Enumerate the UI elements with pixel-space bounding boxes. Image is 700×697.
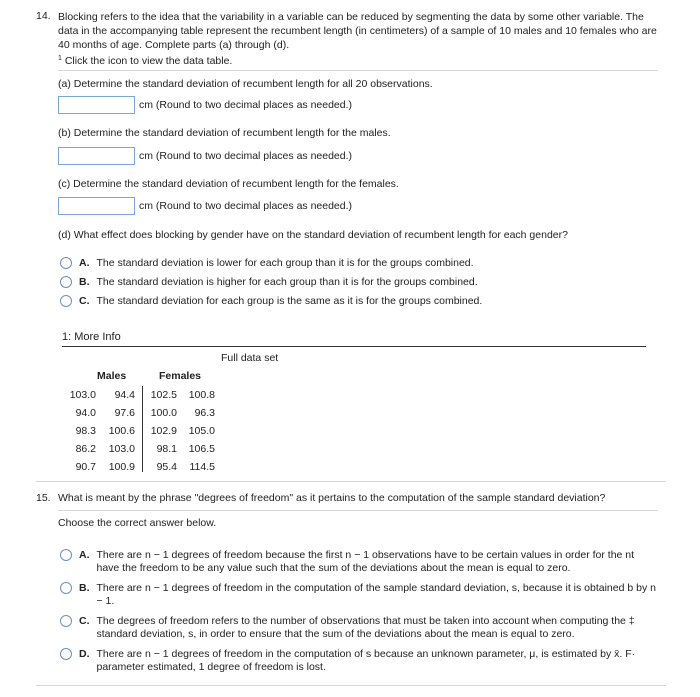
- part-c-prompt: (c) Determine the standard deviation of recumbent length for the females.: [58, 178, 399, 190]
- females-header: Females: [159, 370, 202, 382]
- part-b-prompt: (b) Determine the standard deviation of recumbent length for the males.: [58, 127, 391, 139]
- part-a-hint: cm (Round to two decimal places as needed.): [139, 99, 353, 111]
- option-text: The standard deviation for each group is the same as it is for the groups combined.: [96, 295, 483, 307]
- table-cell: 94.0: [75, 407, 96, 419]
- part-a-answer-row: [58, 96, 352, 114]
- radio-button[interactable]: [60, 276, 72, 288]
- radio-button[interactable]: [60, 295, 72, 307]
- table-cell: 103.0: [69, 389, 96, 401]
- radio-button[interactable]: [60, 257, 72, 269]
- part-d-option-a[interactable]: [60, 257, 474, 270]
- part-c-hint: cm (Round to two decimal places as needed.): [139, 200, 353, 212]
- part-d-option-c[interactable]: [60, 295, 482, 308]
- table-cell: 96.3: [194, 407, 215, 419]
- question-text: Blocking refers to the idea that the variability in a variable can be reduced by segmenting the data by some other variable. The data in the accompanying table represent the recumbent length (in centimeters) of a sample of 10 males and 10 females who are 40 months of age. Complete parts (a) through (d).: [58, 11, 657, 51]
- table-cell: 102.9: [150, 425, 177, 437]
- more-info-title: 1: More Info: [62, 331, 121, 343]
- option-letter: C.: [79, 295, 90, 307]
- radio-button[interactable]: [60, 549, 72, 561]
- table-cell: 102.5: [150, 389, 177, 401]
- question-instruction: Choose the correct answer below.: [58, 517, 217, 529]
- table-cell: 95.4: [156, 461, 177, 473]
- table-cell: 105.0: [188, 425, 215, 437]
- more-info-divider: [62, 346, 646, 347]
- option-text: The standard deviation is lower for each group than it is for the groups combined.: [96, 257, 474, 269]
- data-table-subtitle: Full data set: [221, 352, 279, 364]
- table-cell: 100.6: [108, 425, 135, 437]
- table-cell: 114.5: [189, 461, 215, 473]
- part-c-answer-row: [58, 197, 352, 215]
- part-d-option-b[interactable]: [60, 276, 478, 289]
- divider: [58, 70, 658, 71]
- part-d-prompt: (d) What effect does blocking by gender have on the standard deviation of recumbent length for each gender?: [58, 229, 568, 241]
- option-letter: A.: [79, 257, 90, 269]
- divider: [58, 510, 658, 511]
- footnote-text[interactable]: Click the icon to view the data table.: [64, 55, 233, 67]
- option-letter: D.: [79, 648, 90, 660]
- radio-button[interactable]: [60, 615, 72, 627]
- table-column-divider: [142, 386, 143, 472]
- q15-option-b[interactable]: [60, 582, 660, 608]
- q15-option-d[interactable]: [60, 648, 660, 674]
- option-text: The degrees of freedom refers to the number of observations that must be taken into account when computing the ‡ standard deviation, s, in order to ensure that the sum of the deviations about the mean is equal to zero.: [96, 615, 635, 640]
- option-text: The standard deviation is higher for each group than it is for the groups combined.: [96, 276, 478, 288]
- table-cell: 100.8: [188, 389, 215, 401]
- option-letter: B.: [79, 276, 90, 288]
- q15-option-a[interactable]: [60, 549, 660, 575]
- q15-option-c[interactable]: [60, 615, 660, 641]
- question-number: 15.: [36, 492, 51, 504]
- table-cell: 98.3: [75, 425, 96, 437]
- table-cell: 100.9: [108, 461, 135, 473]
- question-text: What is meant by the phrase "degrees of freedom" as it pertains to the computation of the sample standard deviation?: [58, 492, 606, 504]
- option-text: There are n − 1 degrees of freedom because the first n − 1 observations have to be certain values in order for the nt have the freedom to be any value such that the sum of the deviations about the mean is equal to zero.: [96, 549, 635, 574]
- table-cell: 86.2: [75, 443, 96, 455]
- table-cell: 100.0: [150, 407, 177, 419]
- divider: [36, 685, 666, 686]
- part-c-answer-input[interactable]: [58, 197, 135, 215]
- option-text: There are n − 1 degrees of freedom in the computation of s because an unknown parameter, μ, is estimated by x̄. F· parameter estimated, 1 degree of freedom is lost.: [96, 648, 636, 673]
- part-b-answer-row: [58, 147, 352, 165]
- table-cell: 90.7: [75, 461, 96, 473]
- part-a-prompt: (a) Determine the standard deviation of recumbent length for all 20 observations.: [58, 78, 433, 90]
- part-b-answer-input[interactable]: [58, 147, 135, 165]
- table-cell: 98.1: [156, 443, 177, 455]
- table-cell: 94.4: [114, 389, 135, 401]
- option-letter: C.: [79, 615, 90, 627]
- table-cell: 97.6: [114, 407, 135, 419]
- radio-button[interactable]: [60, 648, 72, 660]
- question-14: [36, 10, 666, 68]
- males-header: Males: [97, 370, 127, 382]
- option-letter: A.: [79, 549, 90, 561]
- footnote-mark: 1: [58, 55, 62, 62]
- option-text: There are n − 1 degrees of freedom in the computation of the sample standard deviation, s, because it is obtained b by n − 1.: [96, 582, 656, 607]
- question-number: 14.: [36, 10, 51, 22]
- radio-button[interactable]: [60, 582, 72, 594]
- part-a-answer-input[interactable]: [58, 96, 135, 114]
- part-b-hint: cm (Round to two decimal places as needed.): [139, 150, 353, 162]
- table-cell: 103.0: [108, 443, 135, 455]
- option-letter: B.: [79, 582, 90, 594]
- divider: [36, 481, 666, 482]
- data-table-link[interactable]: [58, 52, 666, 68]
- table-cell: 106.5: [188, 443, 215, 455]
